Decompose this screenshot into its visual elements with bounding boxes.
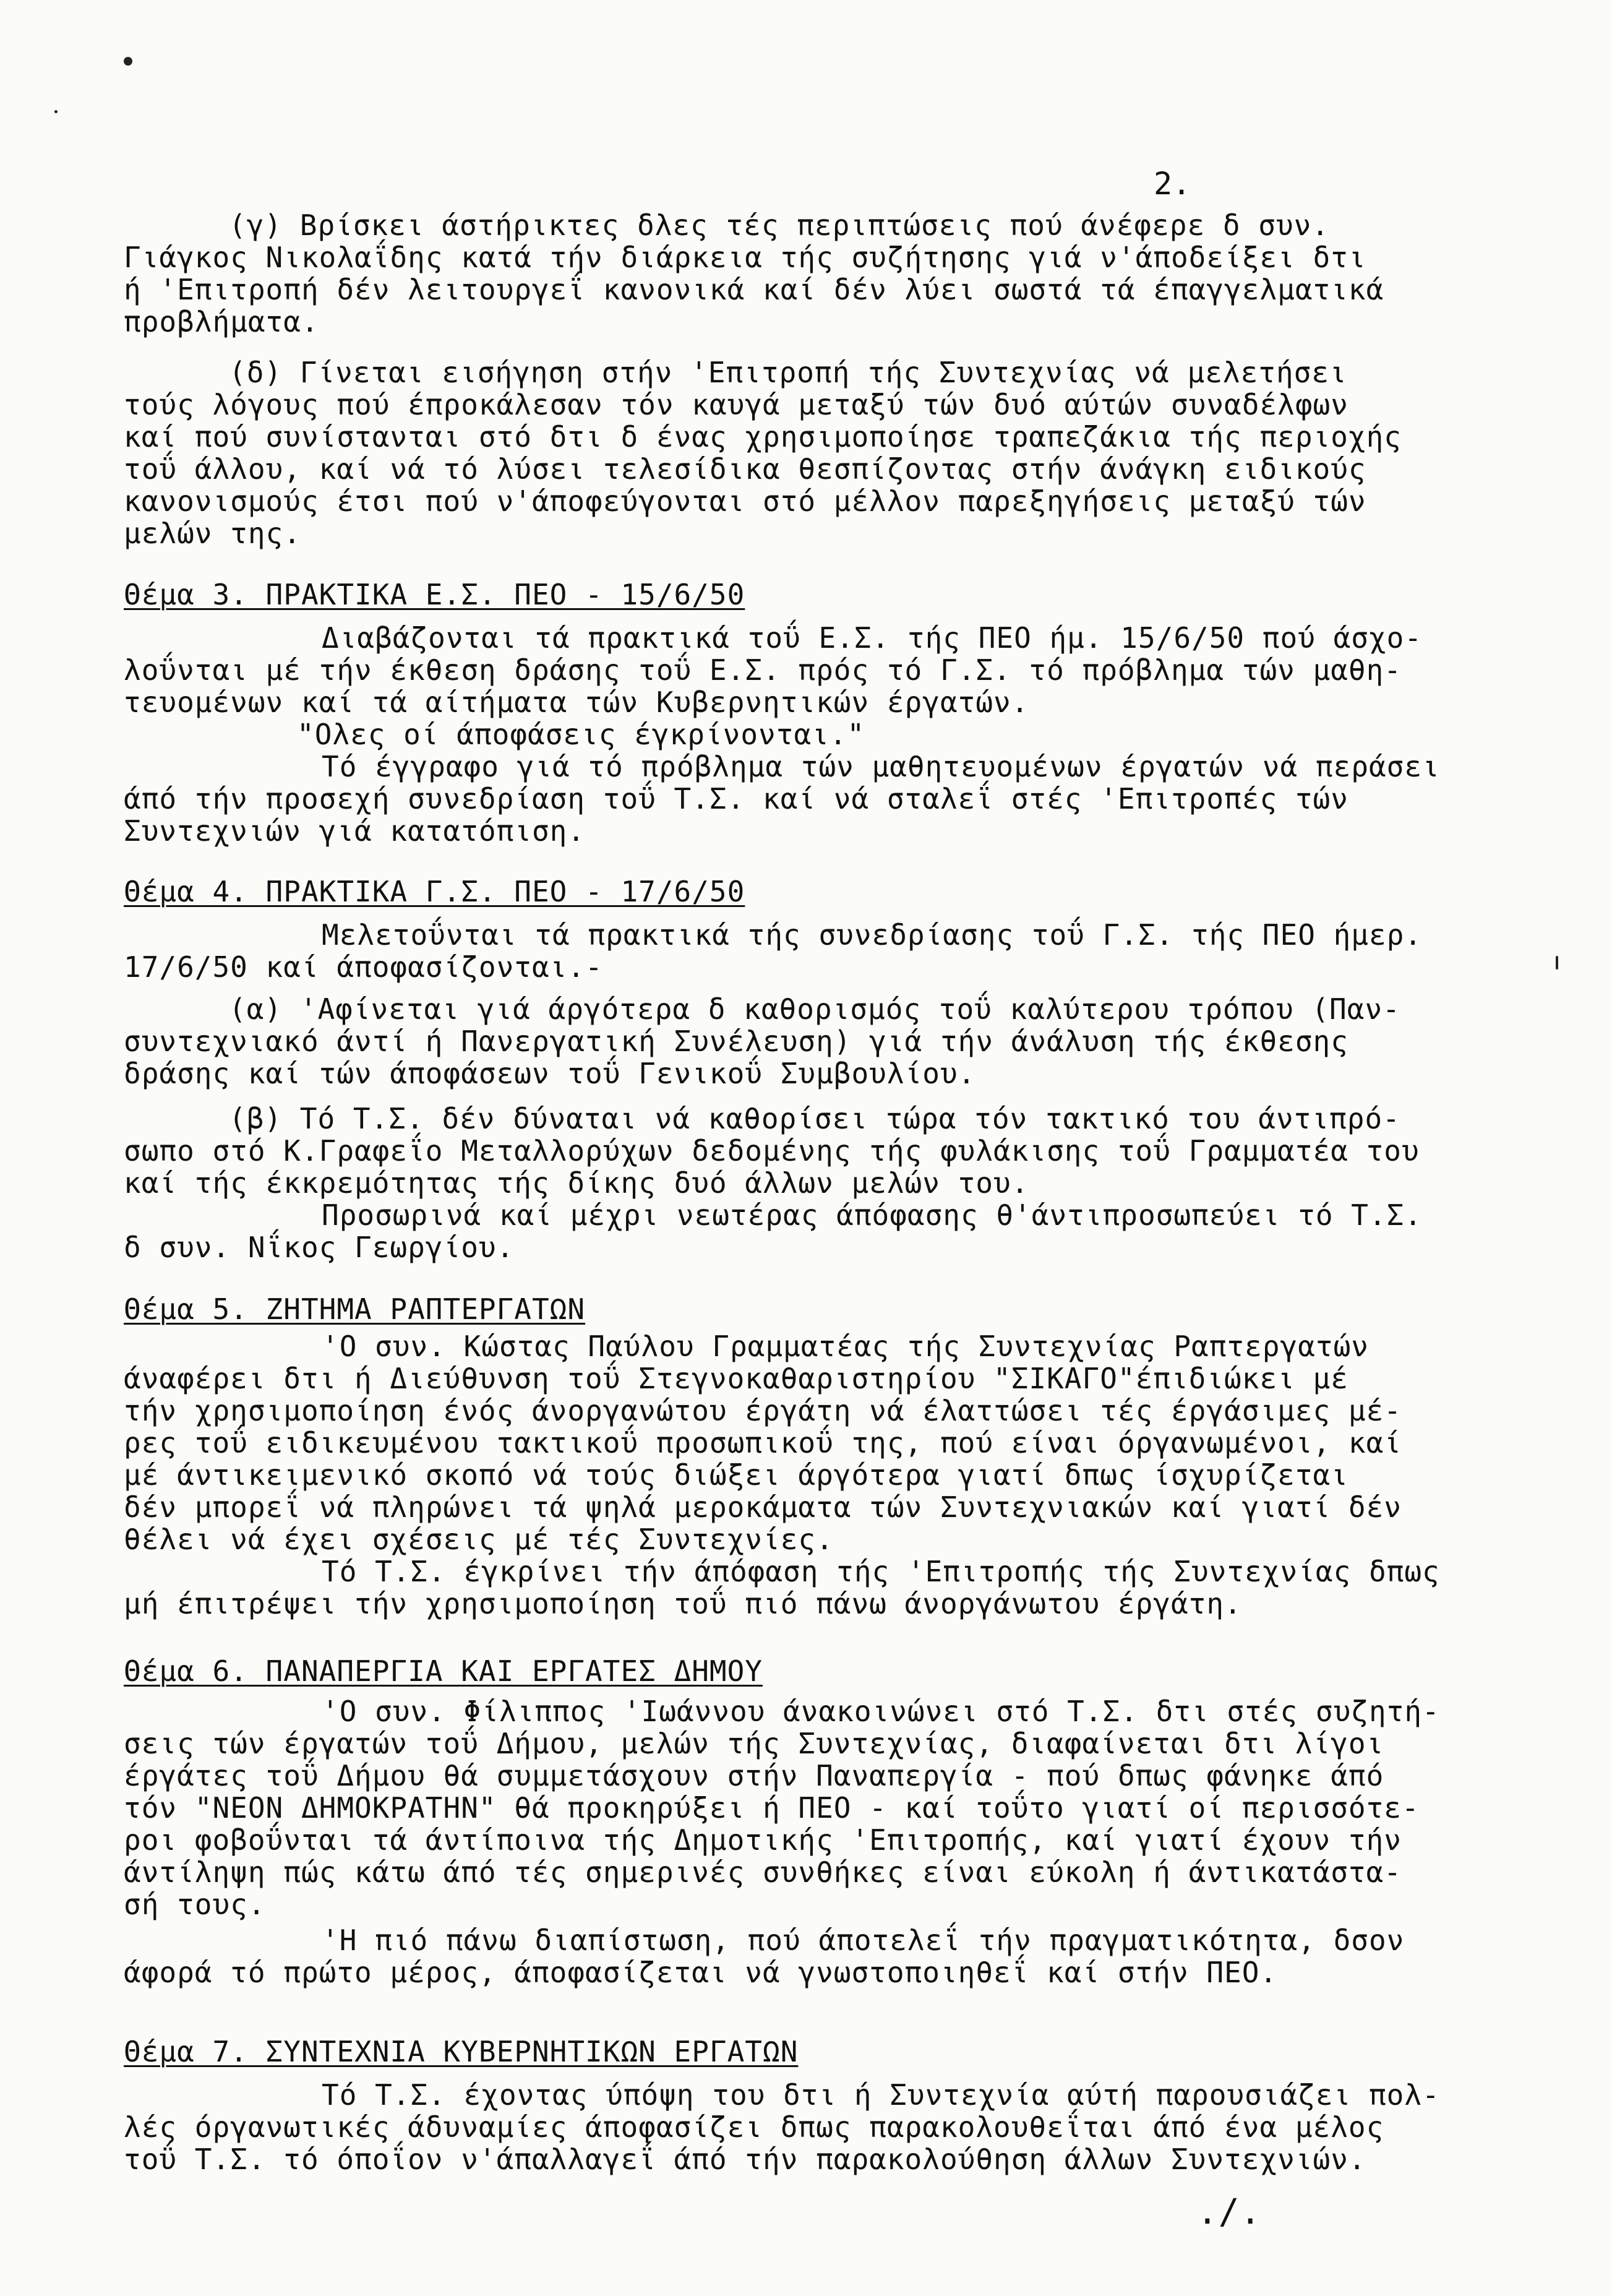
text-line: (β) Τό Τ.Σ. δέν δύναται νά καθορίσει τώρα τόν τακτικό του άντιπρό-: [229, 1102, 1400, 1135]
ink-dot: [54, 110, 58, 113]
text-line: Τό Τ.Σ. έγκρίνει τήν άπόφαση τής 'Επιτροπής τής Συντεχνίας δπως: [322, 1555, 1440, 1588]
section-heading: Θέμα 7. ΣΥΝΤΕΧΝΙΑ ΚΥΒΕΡΝΗΤΙΚΩΝ ΕΡΓΑΤΩΝ: [124, 2035, 799, 2068]
text-line: λοΰνται μέ τήν έκθεση δράσης τοΰ Ε.Σ. πρός τό Γ.Σ. τό πρόβλημα τών μαθη-: [124, 653, 1402, 687]
text-line: (δ) Γίνεται εισήγηση στήν 'Επιτροπή τής Συντεχνίας νά μελετήσει: [229, 356, 1347, 389]
section-heading: Θέμα 6. ΠΑΝΑΠΕΡΓΙΑ ΚΑΙ ΕΡΓΑΤΕΣ ΔΗΜΟΥ: [124, 1654, 763, 1688]
text-line: 17/6/50 καί άποφασίζονται.-: [124, 950, 603, 984]
text-line: λές όργανωτικές άδυναμίες άποφασίζει δπως παρακολουθεΐται άπό ένα μέλος: [124, 2110, 1384, 2144]
text-line: Μελετοΰνται τά πρακτικά τής συνεδρίασης τοΰ Γ.Σ. τής ΠΕΟ ήμερ.: [322, 918, 1423, 952]
text-line: καί πού συνίστανται στό δτι δ ένας χρησιμοποίησε τραπεζάκια τής περιοχής: [124, 420, 1402, 454]
text-line: προβλήματα.: [124, 305, 319, 338]
text-line: Διαβάζονται τά πρακτικά τοΰ Ε.Σ. τής ΠΕΟ ήμ. 15/6/50 πού άσχο-: [322, 621, 1423, 655]
text-line: ρες τοΰ ειδικευμένου τακτικοΰ προσωπικοΰ της, πού είναι όργανωμένοι, καί: [124, 1426, 1402, 1460]
text-line: "Ολες οί άποφάσεις έγκρίνονται.": [297, 718, 865, 751]
text-line: Τό Τ.Σ. έχοντας ύπόψη του δτι ή Συντεχνία αύτή παρουσιάζει πολ-: [322, 2078, 1440, 2112]
text-line: τοΰ άλλου, καί νά τό λύσει τελεσίδικα θεσπίζοντας στήν άνάγκη ειδικούς: [124, 452, 1366, 486]
text-line: 'Η πιό πάνω διαπίστωση, πού άποτελεΐ τήν πραγματικότητα, δσον: [322, 1924, 1405, 1957]
ink-dot: [124, 57, 132, 66]
text-line: 'Ο συν. Φίλιππος 'Ιωάννου άνακοινώνει στό Τ.Σ. δτι στές συζητή-: [322, 1695, 1440, 1728]
text-line: μή έπιτρέψει τήν χρησιμοποίηση τοΰ πιό πάνω άνοργάνωτου έργάτη.: [124, 1587, 1242, 1620]
text-line: έργάτες τοΰ Δήμου θά συμμετάσχουν στήν Παναπεργία - πού δπως φάνηκε άπό: [124, 1759, 1384, 1792]
text-line: 'Ο συν. Κώστας Παύλου Γραμματέας τής Συντεχνίας Ραπτεργατών: [322, 1330, 1369, 1363]
text-line: Γιάγκος Νικολαΐδης κατά τήν διάρκεια τής συζήτησης γιά ν'άποδείξει δτι: [124, 241, 1366, 274]
text-line: σωπο στό Κ.Γραφεΐο Μεταλλορύχων δεδομένης τής φυλάκισης τοΰ Γραμματέα του: [124, 1134, 1420, 1167]
text-line: τοΰ Τ.Σ. τό όποΐον ν'άπαλλαγεΐ άπό τήν παρακολούθηση άλλων Συντεχνιών.: [124, 2143, 1366, 2176]
text-line: τευομένων καί τά αίτήματα τών Κυβερνητικών έργατών.: [124, 686, 1029, 719]
section-heading: Θέμα 3. ΠΡΑΚΤΙΚΑ Ε.Σ. ΠΕΟ - 15/6/50: [124, 578, 745, 611]
text-line: τόν "ΝΕΟΝ ΔΗΜΟΚΡΑΤΗΝ" θά προκηρύξει ή ΠΕΟ - καί τοΰτο γιατί οί περισσότε-: [124, 1791, 1420, 1825]
text-line: (γ) Βρίσκει άστήρικτες δλες τές περιπτώσεις πού άνέφερε δ συν.: [229, 209, 1330, 242]
section-heading: Θέμα 4. ΠΡΑΚΤΙΚΑ Γ.Σ. ΠΕΟ - 17/6/50: [124, 875, 745, 908]
closing-mark: ./.: [1197, 2192, 1262, 2232]
text-line: συντεχνιακό άντί ή Πανεργατική Συνέλευση) γιά τήν άνάλυση τής έκθεσης: [124, 1025, 1348, 1058]
text-line: κανονισμούς έτσι πού ν'άποφεύγονται στό μέλλον παρεξηγήσεις μεταξύ τών: [124, 484, 1366, 518]
text-line: άπό τήν προσεχή συνεδρίαση τοΰ Τ.Σ. καί νά σταλεΐ στές 'Επιτροπές τών: [124, 782, 1348, 815]
text-line: σεις τών έργατών τοΰ Δήμου, μελών τής Συντεχνίας, διαφαίνεται δτι λίγοι: [124, 1727, 1384, 1760]
text-line: άφορά τό πρώτο μέρος, άποφασίζεται νά γνωστοποιηθεΐ καί στήν ΠΕΟ.: [124, 1956, 1278, 1989]
text-line: δ συν. Νΐκος Γεωργίου.: [124, 1231, 515, 1264]
text-line: σή τους.: [124, 1888, 266, 1921]
text-line: άναφέρει δτι ή Διεύθυνση τοΰ Στεγνοκαθαριστηρίου "ΣΙΚΑΓΟ"έπιδιώκει μέ: [124, 1362, 1348, 1395]
text-line: άντίληψη πώς κάτω άπό τές σημερινές συνθήκες είναι εύκολη ή άντικατάστα-: [124, 1855, 1402, 1889]
text-line: θέλει νά έχει σχέσεις μέ τές Συντεχνίες.: [124, 1523, 834, 1556]
text-line: δέν μπορεΐ νά πληρώνει τά ψηλά μεροκάματα τών Συντεχνιακών καί γιατί δέν: [124, 1490, 1402, 1524]
text-line: ή 'Επιτροπή δέν λειτουργεΐ κανονικά καί δέν λύει σωστά τά έπαγγελματικά: [124, 273, 1384, 306]
section-heading: Θέμα 5. ΖΗΤΗΜΑ ΡΑΠΤΕΡΓΑΤΩΝ: [124, 1292, 586, 1326]
text-line: τούς λόγους πού έπροκάλεσαν τόν καυγά μεταξύ τών δυό αύτών συναδέλφων: [124, 388, 1348, 421]
text-line: Τό έγγραφο γιά τό πρόβλημα τών μαθητευομένων έργατών νά περάσει: [322, 750, 1440, 783]
text-line: ροι φοβοΰνται τά άντίποινα τής Δημοτικής 'Επιτροπής, καί γιατί έχουν τήν: [124, 1823, 1402, 1857]
text-line: δράσης καί τών άποφάσεων τοΰ Γενικοΰ Συμβουλίου.: [124, 1057, 976, 1090]
text-line: τήν χρησιμοποίηση ένός άνοργανώτου έργάτη νά έλαττώσει τές έργάσιμες μέ-: [124, 1394, 1402, 1427]
text-line: Συντεχνιών γιά κατατόπιση.: [124, 814, 586, 848]
text-line: Προσωρινά καί μέχρι νεωτέρας άπόφασης θ'άντιπροσωπεύει τό Τ.Σ.: [322, 1198, 1423, 1232]
text-line: (α) 'Αφίνεται γιά άργότερα δ καθορισμός τοΰ καλύτερου τρόπου (Παν-: [229, 992, 1400, 1026]
text-line: μέ άντικειμενικό σκοπό νά τούς διώξει άργότερα γιατί δπως ίσχυρίζεται: [124, 1458, 1348, 1492]
text-line: καί τής έκκρεμότητας τής δίκης δυό άλλων μελών του.: [124, 1166, 1029, 1200]
text-line: μελών της.: [124, 517, 301, 550]
ink-dot: [1556, 956, 1558, 970]
page-number: 2.: [1154, 166, 1191, 202]
